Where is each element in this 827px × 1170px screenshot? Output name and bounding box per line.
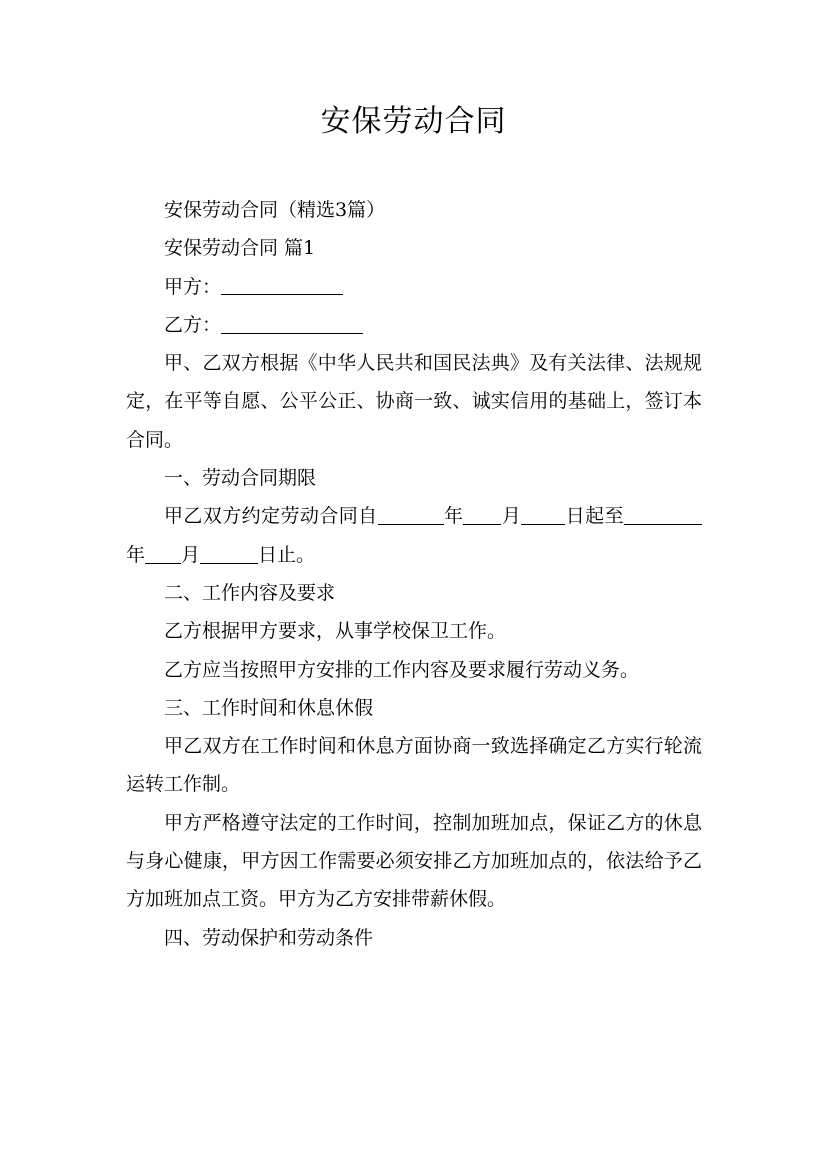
start-year-blank bbox=[378, 505, 444, 525]
end-day-label: 日止。 bbox=[258, 543, 316, 566]
document-body bbox=[126, 191, 702, 957]
clause-1-text-start: 甲乙双方约定劳动合同自 bbox=[164, 505, 378, 528]
start-day-label: 日起至 bbox=[565, 505, 624, 528]
clause-4-title: 四、劳动保护和劳动条件 bbox=[164, 926, 374, 949]
end-day-blank bbox=[200, 544, 258, 564]
clause-1-title: 一、劳动合同期限 bbox=[164, 467, 317, 490]
start-day-blank bbox=[521, 505, 565, 525]
document-title: 安保劳动合同 bbox=[320, 104, 507, 139]
party-b-line bbox=[126, 306, 702, 344]
party-a-blank bbox=[221, 275, 343, 295]
party-a-line bbox=[126, 268, 702, 306]
end-year-label: 年 bbox=[126, 543, 146, 566]
end-month-blank bbox=[145, 544, 181, 564]
section-heading: 安保劳动合同 篇1 bbox=[164, 237, 316, 260]
intro-paragraph: 甲、乙双方根据《中华人民共和国民法典》及有关法律、法规规定，在平等自愿、公平公正、协商一致、诚实信用的基础上，签订本合同。 bbox=[126, 352, 702, 451]
start-year-label: 年 bbox=[443, 505, 464, 528]
party-b-label: 乙方： bbox=[164, 313, 222, 336]
end-year-blank bbox=[624, 505, 702, 525]
party-a-label: 甲方： bbox=[164, 275, 222, 298]
clause-2-title: 二、工作内容及要求 bbox=[164, 581, 336, 604]
start-month-label: 月 bbox=[501, 505, 522, 528]
clause-3-title: 三、工作时间和休息休假 bbox=[164, 696, 374, 719]
clause-2-paragraph-2: 乙方应当按照甲方安排的工作内容及要求履行劳动义务。 bbox=[164, 658, 640, 681]
clause-3-paragraph-1: 甲乙双方在工作时间和休息方面协商一致选择确定乙方实行轮流运转工作制。 bbox=[126, 735, 702, 796]
clause-1-text bbox=[126, 497, 702, 574]
subtitle-line: 安保劳动合同（精选3篇） bbox=[164, 199, 386, 221]
party-b-blank bbox=[221, 314, 363, 334]
end-month-label: 月 bbox=[181, 543, 201, 566]
start-month-blank bbox=[463, 505, 501, 525]
clause-2-paragraph-1: 乙方根据甲方要求，从事学校保卫工作。 bbox=[164, 620, 507, 643]
clause-3-paragraph-2: 甲方严格遵守法定的工作时间，控制加班加点，保证乙方的休息与身心健康，甲方因工作需要必须安排乙方加班加点的，依法给予乙方加班加点工资。甲方为乙方安排带薪休假。 bbox=[126, 811, 702, 911]
